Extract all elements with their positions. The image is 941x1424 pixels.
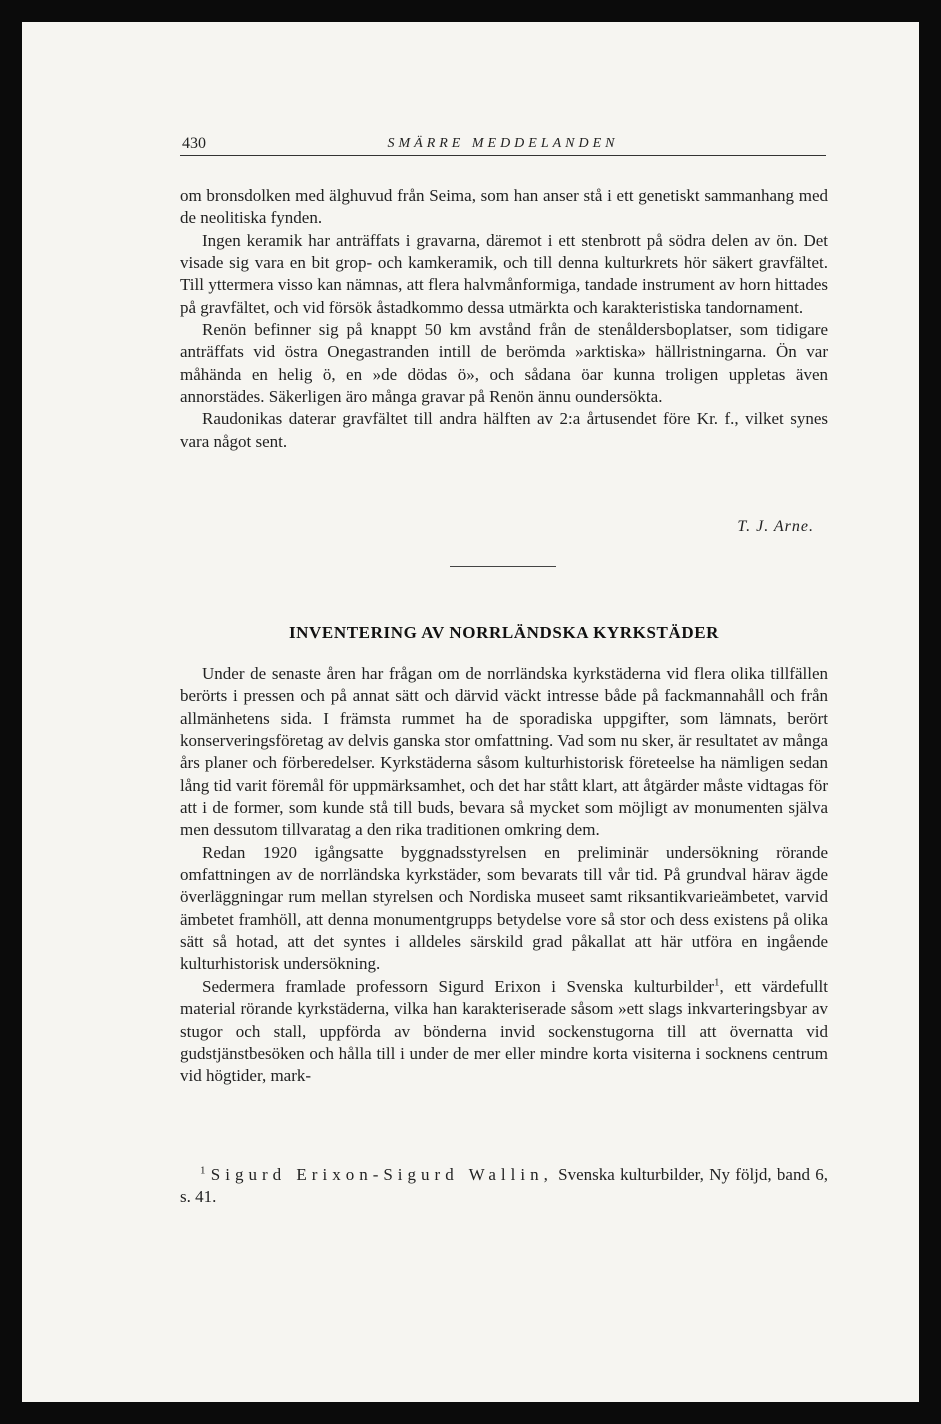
author-signature: T. J. Arne. xyxy=(737,518,814,535)
article-1-paragraph: om bronsdolken med älghuvud från Seima, som han anser stå i ett genetiskt sammanhang med de neolitiska fynden. xyxy=(180,186,828,228)
paragraph-text: , ett värdefullt material rörande kyrkstäderna, vilka han karakteriserade såsom »ett slags inkvarteringsbyar av stugor och stall, uppförda av bönderna invid sockenstugorna till att övernatta vid gudstjänstbesöken och hålla till i under de mer eller mindre korta visiterna i socknens centrum vid högtider, mark- xyxy=(180,976,828,1086)
article-2-paragraph: Redan 1920 igångsatte byggnadsstyrelsen en preliminär undersökning rörande omfattningen av de norrländska kyrkstäder, som bevarats till vår tid. På grundval härav ägde överläggningar rum mellan styrelsen och Nordiska museet samt riksantikvarieämbetet, varvid ämbetet framhöll, att denna monumentgrupps betydelse vore så stor och dess existens på olika sätt så hotad, att det syntes i alldeles särskild grad påkallat att här utföra en ingående kulturhistorisk undersökning. xyxy=(180,842,828,974)
article-2-paragraph xyxy=(180,976,828,1088)
footnote-reference: 1 xyxy=(714,976,720,989)
footnote-marker: 1 xyxy=(200,1164,206,1177)
article-1-paragraph: Ingen keramik har anträffats i gravarna, däremot i ett stenbrott på södra delen av ön. Det visade sig vara en bit grop- och kamkeramik, och till denna kulturkrets hör säkert gravfältet. Till yttermera visso kan nämnas, att flera halvmånformiga, tandade instrument av horn hittades på gravfältet, och vid försök åstadkommo dessa utmärkta och karakteristiska tandornament. xyxy=(180,230,828,317)
section-divider xyxy=(450,566,556,567)
article-2-body xyxy=(180,663,828,1088)
article-1-body xyxy=(180,185,828,453)
page-number: 430 xyxy=(182,135,206,152)
footnote-author: Sigurd Erixon-Sigurd Wallin, xyxy=(210,1165,553,1184)
page-header xyxy=(180,135,826,156)
article-2-paragraph: Under de senaste åren har frågan om de norrländska kyrkstäderna vid flera olika tillfällen berörts i pressen och på annat sätt och därvid väckt intresse både på fackmannahåll och från allmänhetens sida. I främsta rummet ha de sporadiska uppgifter, som lämnats, berört konserveringsföretag av delvis ganska stor omfattning. Vad som nu sker, är resultatet av många års planer och förberedelser. Kyrkstäderna såsom kulturhistorisk företeelse ha nämligen sedan lång tid varit föremål för uppmärksamhet, och det har stått klart, att åtgärder måste vidtagas för att i de former, som kunde stå till buds, bevara så mycket som möjligt av monumenten själva men dessutom tillvaratag a den rika traditionen omkring dem. xyxy=(180,664,828,840)
footnote xyxy=(180,1164,828,1209)
article-1-paragraph: Raudonikas daterar gravfältet till andra hälften av 2:a årtusendet före Kr. f., vilket synes vara något sent. xyxy=(180,409,828,451)
document-page xyxy=(22,22,919,1402)
article-1-paragraph: Renön befinner sig på knappt 50 km avstånd från de stenåldersboplatser, som tidigare anträffats vid östra Onegastranden intill de berömda »arktiska» hällristningarna. Ön var måhända en helig ö, en »de dödas ö», och sådana öar kunna troligen uppletas även annorstädes. Säkerligen äro många gravar på Renön ännu oundersökta. xyxy=(180,320,828,407)
paragraph-text: Sedermera framlade professorn Sigurd Erixon i Svenska kulturbilder xyxy=(202,976,715,996)
section-title: INVENTERING AV NORRLÄNDSKA KYRKSTÄDER xyxy=(288,623,720,642)
running-head: SMÄRRE MEDDELANDEN xyxy=(387,136,619,151)
footnote-text: Svenska kulturbilder, Ny följd, band 6, s. 41. xyxy=(180,1165,829,1207)
